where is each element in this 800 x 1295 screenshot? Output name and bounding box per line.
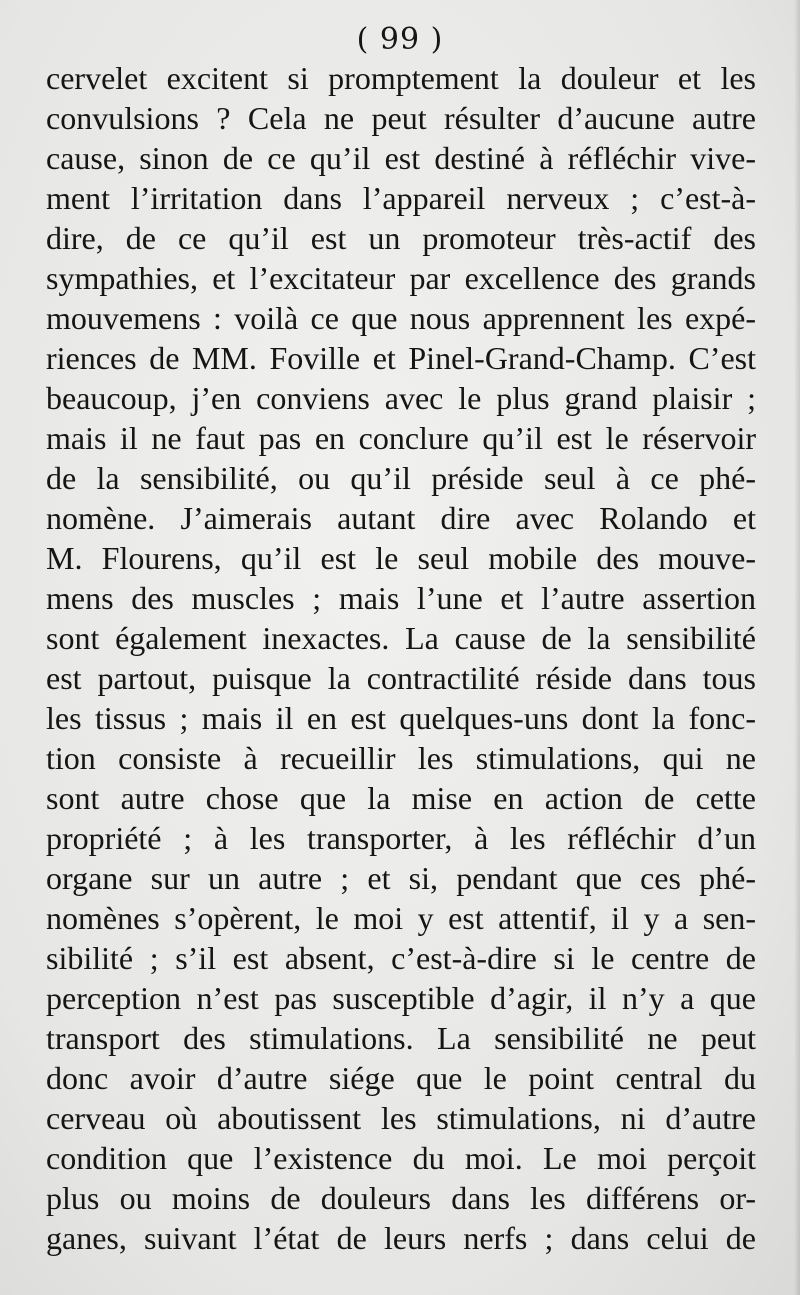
- text-line: perception n’est pas susceptible d’agir, il n’y a que: [46, 980, 756, 1016]
- body-text: [46, 58, 756, 1258]
- page-edge-shadow: [794, 0, 800, 1295]
- text-line: sont autre chose que la mise en action de cette: [46, 780, 756, 816]
- text-line: nomène. J’aimerais autant dire avec Rolando et: [46, 500, 756, 536]
- text-line: organe sur un autre ; et si, pendant que ces phé-: [46, 860, 756, 896]
- text-line: condition que l’existence du moi. Le moi perçoit: [46, 1140, 756, 1176]
- text-line: sympathies, et l’excitateur par excellence des grands: [46, 260, 756, 296]
- text-line: mais il ne faut pas en conclure qu’il est le réservoir: [46, 420, 756, 456]
- text-line: beaucoup, j’en conviens avec le plus grand plaisir ;: [46, 380, 756, 416]
- text-line: sibilité ; s’il est absent, c’est-à-dire si le centre de: [46, 940, 756, 976]
- text-line: est partout, puisque la contractilité réside dans tous: [46, 660, 756, 696]
- text-line: tion consiste à recueillir les stimulations, qui ne: [46, 740, 756, 776]
- text-line: dire, de ce qu’il est un promoteur très-actif des: [46, 220, 756, 256]
- text-line: propriété ; à les transporter, à les réfléchir d’un: [46, 820, 756, 856]
- text-line: cause, sinon de ce qu’il est destiné à réfléchir vive-: [46, 140, 756, 176]
- text-line: nomènes s’opèrent, le moi y est attentif, il y a sen-: [46, 900, 756, 936]
- text-line: convulsions ? Cela ne peut résulter d’aucune autre: [46, 100, 756, 136]
- text-line: sont également inexactes. La cause de la sensibilité: [46, 620, 756, 656]
- text-line: ganes, suivant l’état de leurs nerfs ; dans celui de: [46, 1220, 756, 1256]
- text-line: riences de MM. Foville et Pinel-Grand-Champ. C’est: [46, 340, 756, 376]
- text-line: M. Flourens, qu’il est le seul mobile des mouve-: [46, 540, 756, 576]
- text-line: transport des stimulations. La sensibilité ne peut: [46, 1020, 756, 1056]
- page-number: ( 99 ): [356, 22, 444, 57]
- text-line: de la sensibilité, ou qu’il préside seul à ce phé-: [46, 460, 756, 496]
- text-line: cervelet excitent si promptement la douleur et les: [46, 60, 756, 96]
- text-line: donc avoir d’autre siége que le point central du: [46, 1060, 756, 1096]
- text-line: plus ou moins de douleurs dans les différens or-: [46, 1180, 756, 1216]
- text-line: mouvemens : voilà ce que nous apprennent les expé-: [46, 300, 756, 336]
- text-line: mens des muscles ; mais l’une et l’autre assertion: [46, 580, 756, 616]
- text-line: ment l’irritation dans l’appareil nerveux ; c’est-à-: [46, 180, 756, 216]
- text-line: les tissus ; mais il en est quelques-uns dont la fonc-: [46, 700, 756, 736]
- text-line: cerveau où aboutissent les stimulations, ni d’autre: [46, 1100, 756, 1136]
